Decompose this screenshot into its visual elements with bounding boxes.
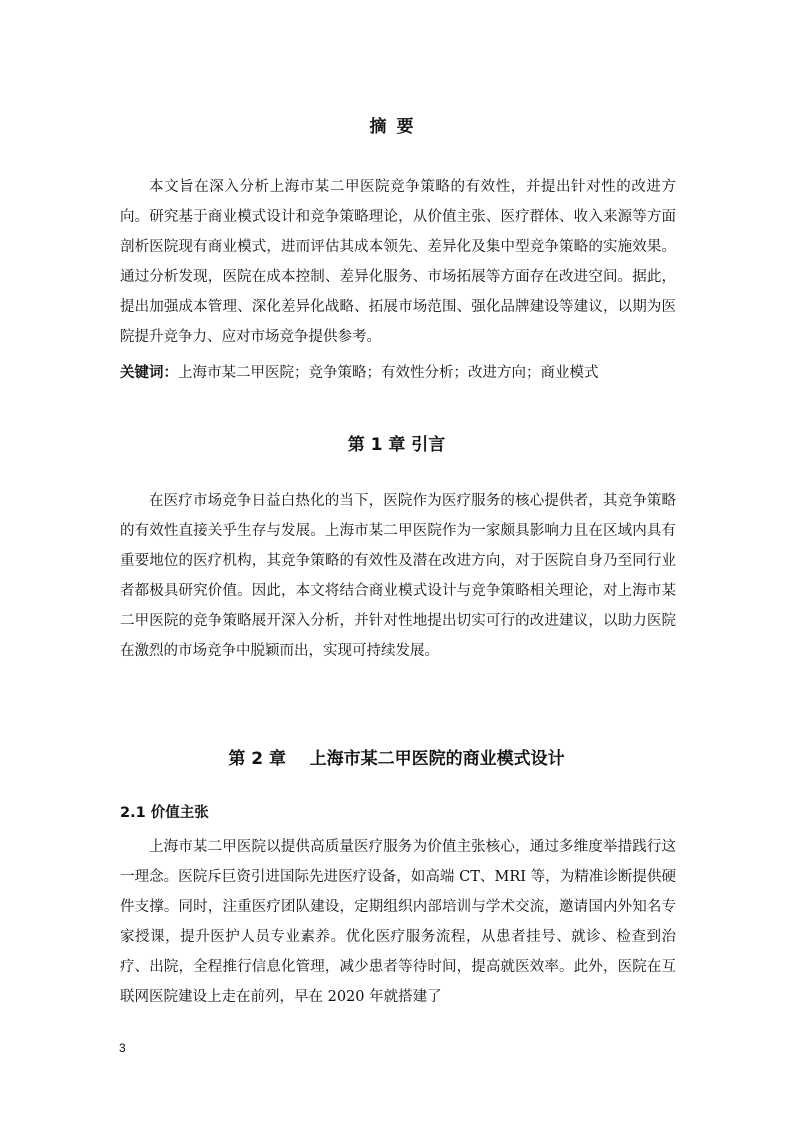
chapter-1-title: 第 1 章 引言 [347, 435, 446, 455]
section-2-1-body: 上海市某二甲医院以提供高质量医疗服务为价值主张核心，通过多维度举措践行这一理念。医院斥巨资引进国际先进医疗设备，如高端 CT、MRI 等，为精准诊断提供硬件支撑。同时，注重医疗团队建设，定期组织内部培训与学术交流，邀请国内外知名专家授课，提升医护人员专业素养。优化医疗服务流程，从患者挂号、就诊、检查到治疗、出院，全程推行信息化管理，减少患者等待时间，提高就医效率。此外，医院在互联网医院建设上走在前列，早在 2020 年就搭建了 [120, 839, 676, 1005]
chapter-2-title: 第 2 章 上海市某二甲医院的商业模式设计 [228, 749, 565, 769]
keywords-label: 关键词： [120, 365, 178, 381]
abstract-title: 摘要 [369, 117, 424, 137]
abstract-body: 本文旨在深入分析上海市某二甲医院竞争策略的有效性，并提出针对性的改进方向。研究基于商业模式设计和竞争策略理论，从价值主张、医疗群体、收入来源等方面剖析医院现有商业模式，进而评估其成本领先、差异化及集中型竞争策略的实施效果。通过分析发现，医院在成本控制、差异化服务、市场拓展等方面存在改进空间。据此，提出加强成本管理、深化差异化战略、拓展市场范围、强化品牌建设等建议，以期为医院提升竞争力、应对市场竞争提供参考。 [120, 179, 676, 345]
keywords-text: 上海市某二甲医院；竞争策略；有效性分析；改进方向；商业模式 [178, 365, 599, 381]
page-number: 3 [119, 1041, 126, 1055]
keywords-line [120, 358, 676, 388]
chapter-1-body: 在医疗市场竞争日益白热化的当下，医院作为医疗服务的核心提供者，其竞争策略的有效性直接关乎生存与发展。上海市某二甲医院作为一家颇具影响力且在区域内具有重要地位的医疗机构，其竞争策略的有效性及潜在改进方向，对于医院自身乃至同行业者都极具研究价值。因此，本文将结合商业模式设计与竞争策略相关理论，对上海市某二甲医院的竞争策略展开深入分析，并针对性地提出切实可行的改进建议，以助力医院在激烈的市场竞争中脱颖而出，实现可持续发展。 [120, 493, 676, 659]
section-2-1-title: 2.1 价值主张 [120, 805, 209, 821]
